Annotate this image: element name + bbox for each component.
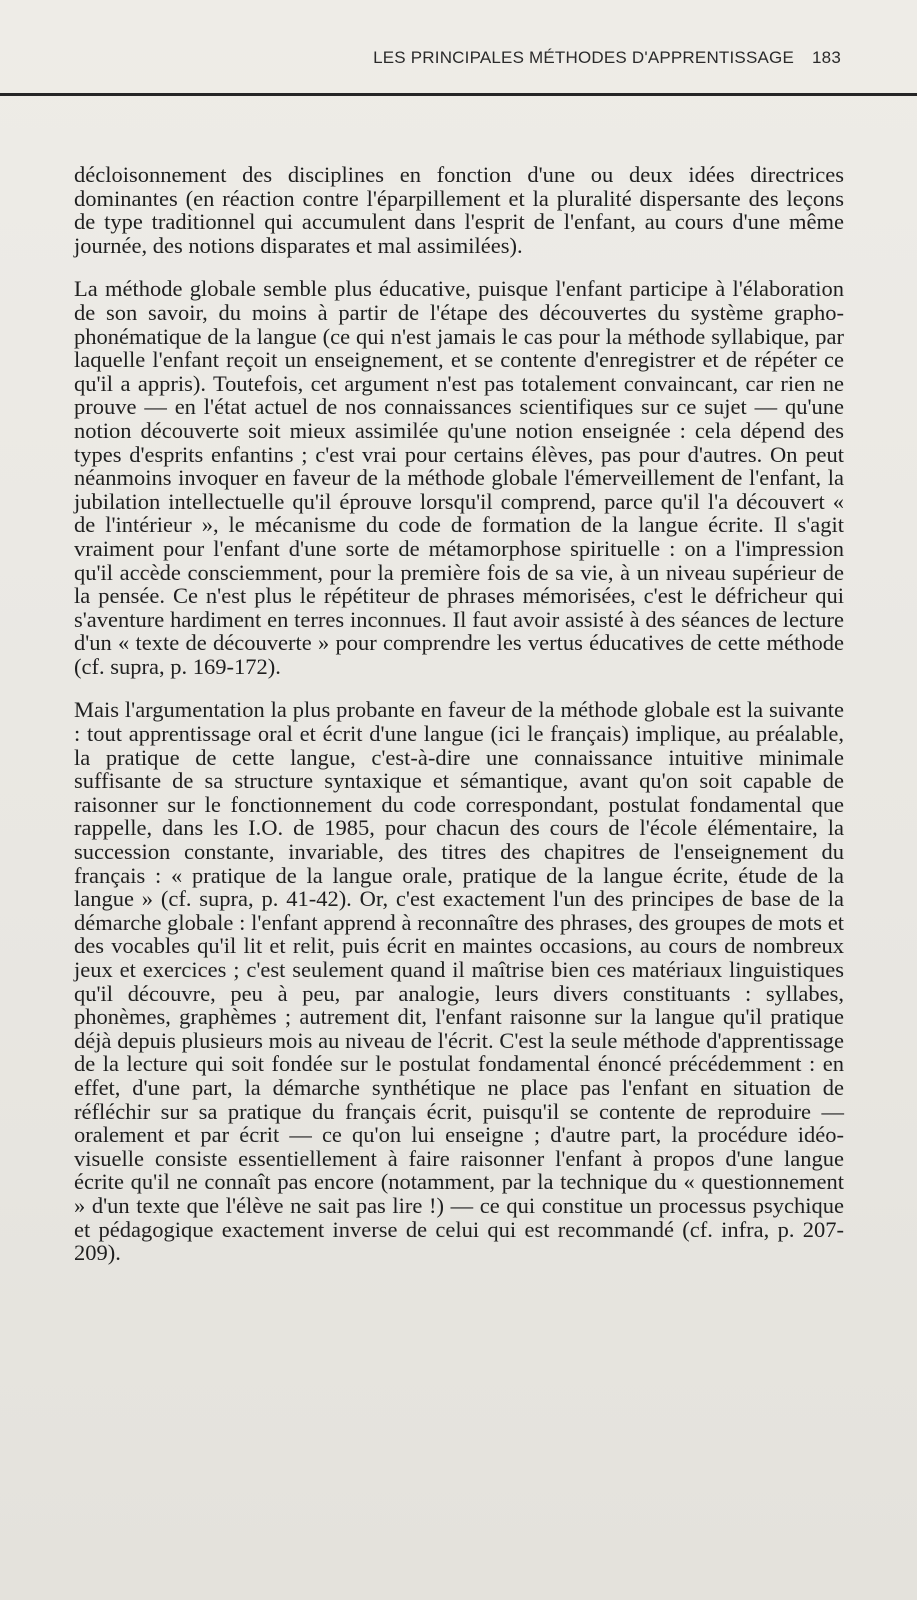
- body-text: [74, 163, 844, 1265]
- page-number: 183: [812, 48, 841, 67]
- paragraph-2: La méthode globale semble plus éducative, puisque l'enfant participe à l'élaboration de son savoir, du moins à partir de l'étape des découvertes du système grapho-phonématique de la langue (ce qui n'est jamais le cas pour la méthode syllabique, par laquelle l'enfant reçoit un enseignement, et se contente d'enregistrer et de répéter ce qu'il a appris). Toutefois, cet argument n'est pas totalement convaincant, car rien ne prouve — en l'état actuel de nos connaissances scientifiques sur ce sujet — qu'une notion découverte soit mieux assimilée qu'une notion enseignée : cela dépend des types d'esprits enfantins ; c'est vrai pour certains élèves, pas pour d'autres. On peut néanmoins invoquer en faveur de la méthode globale l'émerveillement de l'enfant, la jubilation intellectuelle qu'il éprouve lorsqu'il comprend, parce qu'il l'a découvert « de l'intérieur », le mécanisme du code de formation de la langue écrite. Il s'agit vraiment pour l'enfant d'une sorte de métamorphose spirituelle : on a l'impression qu'il accède consciemment, pour la première fois de sa vie, à un niveau supérieur de la pensée. Ce n'est plus le répétiteur de phrases mémorisées, c'est le défricheur qui s'aventure hardiment en terres inconnues. Il faut avoir assisté à des séances de lecture d'un « texte de découverte » pour comprendre les vertus éducatives de cette méthode (cf. supra, p. 169-172).: [74, 276, 844, 679]
- paragraph-3: Mais l'argumentation la plus probante en faveur de la méthode globale est la suivante : tout apprentissage oral et écrit d'une langue (ici le français) implique, au préalable, la pratique de cette langue, c'est-à-dire une connaissance intuitive minimale suffisante de sa structure syntaxique et sémantique, avant qu'on soit capable de raisonner sur le fonctionnement du code correspondant, postulat fondamental que rappelle, dans les I.O. de 1985, pour chacun des cours de l'école élémentaire, la succession constante, invariable, des titres des chapitres de l'enseignement du français : « pratique de la langue orale, pratique de la langue écrite, étude de la langue » (cf. supra, p. 41-42). Or, c'est exactement l'un des principes de base de la démarche globale : l'enfant apprend à reconnaître des phrases, des groupes de mots et des vocables qu'il lit et relit, puis écrit en maintes occasions, au cours de nombreux jeux et exercices ; c'est seulement quand il maîtrise bien ces matériaux linguistiques qu'il découvre, peu à peu, par analogie, leurs divers constituants : syllabes, phonèmes, graphèmes ; autrement dit, l'enfant raisonne sur la langue qu'il pratique déjà depuis plusieurs mois au niveau de l'écrit. C'est la seule méthode d'apprentissage de la lecture qui soit fondée sur le postulat fondamental énoncé précédemment : en effet, d'une part, la démarche synthétique ne place pas l'enfant en situation de réfléchir sur sa pratique du français écrit, puisqu'il se contente de reproduire — oralement et par écrit — ce qu'on lui enseigne ; d'autre part, la procédure idéo-visuelle consiste essentiellement à faire raisonner l'enfant à propos d'une langue écrite qu'il ne connaît pas encore (notamment, par la technique du « questionnement » d'un texte que l'élève ne sait pas lire !) — ce qui constitue un processus psychique et pédagogique exactement inverse de celui qui est recommandé (cf. infra, p. 207-209).: [74, 697, 844, 1266]
- chapter-title: LES PRINCIPALES MÉTHODES D'APPRENTISSAGE: [373, 48, 795, 67]
- paragraph-1: décloisonnement des disciplines en fonction d'une ou deux idées directrices dominantes (en réaction contre l'éparpillement et la pluralité dispersante des leçons de type traditionnel qui accumulent dans l'esprit de l'enfant, au cours d'une même journée, des notions disparates et mal assimilées).: [74, 162, 844, 258]
- header-rule: [0, 93, 917, 96]
- running-head: [373, 48, 841, 68]
